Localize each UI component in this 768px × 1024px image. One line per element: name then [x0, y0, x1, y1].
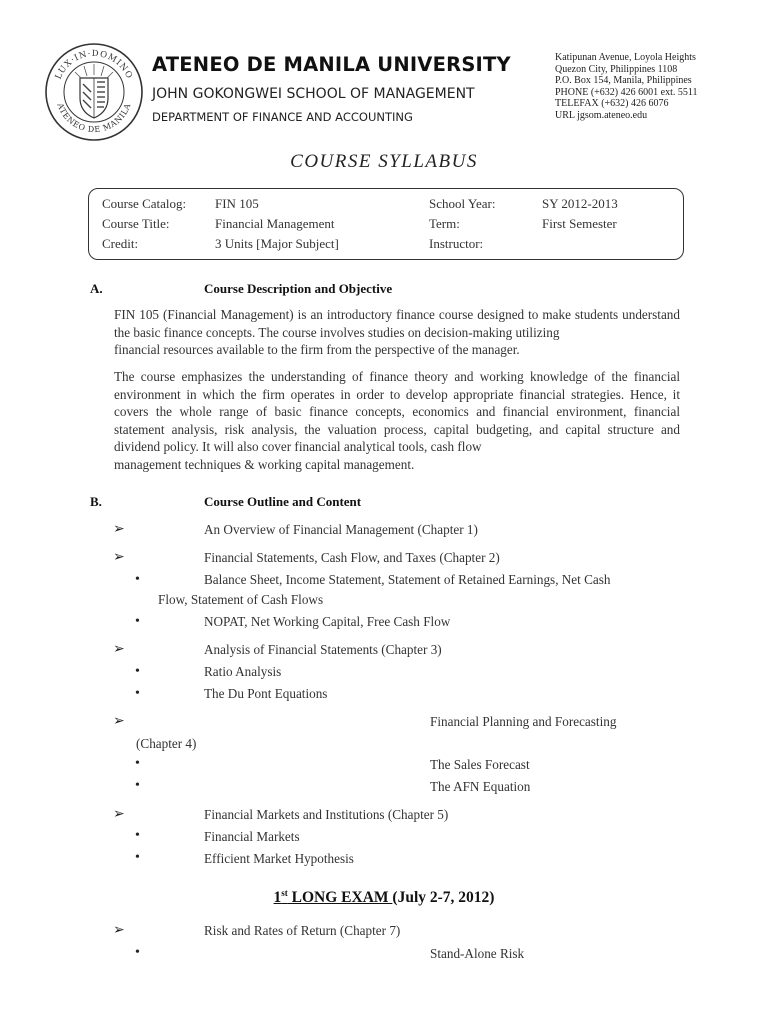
paragraph-last-line: management techniques & working capital management.	[114, 456, 415, 472]
phone-line: PHONE (+632) 426 6001 ext. 5511	[555, 86, 698, 98]
outline-subitem: Ratio Analysis	[204, 664, 282, 679]
arrow-bullet-icon: ➢	[113, 522, 125, 537]
outline-subitem: The AFN Equation	[430, 779, 531, 794]
course-catalog-value: FIN 105	[215, 196, 259, 211]
outline-subitem-continued: Flow, Statement of Cash Flows	[158, 592, 324, 607]
exam-number-part	[274, 889, 393, 906]
university-seal	[44, 42, 144, 142]
arrow-bullet-icon: ➢	[113, 550, 125, 565]
school-year-value: SY 2012-2013	[542, 196, 618, 211]
instructor-label: Instructor:	[429, 236, 484, 251]
outline-chapter-4-continued: (Chapter 4)	[136, 736, 197, 751]
url-line: URL jgsom.ateneo.edu	[555, 109, 648, 121]
bullet-icon: •	[135, 664, 140, 679]
svg-text:LUX·IN·DOMINO: LUX·IN·DOMINO	[53, 48, 135, 81]
outline-subitem: The Du Pont Equations	[204, 686, 328, 701]
bullet-icon: •	[135, 850, 140, 865]
credit-value: 3 Units [Major Subject]	[215, 236, 339, 251]
paragraph-text: The course emphasizes the understanding of finance theory and working knowledge of the financial environment in which the firm operates in order to develop appropriate financial strategies. Hence, it covers the whole range of basic finance concepts, economics and financial environment, financial statement analysis, risk analysis, the valuation process, capital budgeting, and capital structure and dividend policy. It will also cover financial analytical tools, cash flow	[114, 369, 680, 454]
credit-label: Credit:	[102, 236, 139, 251]
address-line: P.O. Box 154, Manila, Philippines	[555, 75, 692, 86]
exam-number: 1	[273, 889, 282, 907]
paragraph-text: FIN 105 (Financial Management) is an introductory finance course designed to make students understand the basic finance concepts. The course involves studies on decision-making utilizing	[114, 307, 680, 340]
bullet-icon: •	[135, 614, 140, 629]
arrow-bullet-icon: ➢	[113, 642, 125, 657]
section-a-letter: A.	[90, 281, 103, 296]
department-name: DEPARTMENT OF FINANCE AND ACCOUNTING	[152, 110, 413, 124]
section-a-title: Course Description and Objective	[204, 281, 393, 296]
long-exam-heading	[0, 888, 768, 907]
svg-text:ATENEO DE MANILA: ATENEO DE MANILA	[55, 101, 133, 135]
address-line: Quezon City, Philippines 1108	[555, 63, 678, 75]
outline-subitem: Efficient Market Hypothesis	[204, 851, 354, 866]
course-description-paragraph	[114, 306, 680, 359]
exam-ordinal: st	[281, 888, 288, 898]
university-name: ATENEO DE MANILA UNIVERSITY	[152, 53, 511, 76]
school-name: JOHN GOKONGWEI SCHOOL OF MANAGEMENT	[152, 86, 475, 102]
outline-chapter-3: Analysis of Financial Statements (Chapter 3)	[204, 642, 442, 657]
course-title-label: Course Title:	[102, 216, 170, 231]
outline-subitem: NOPAT, Net Working Capital, Free Cash Flow	[204, 614, 451, 629]
outline-chapter-7: Risk and Rates of Return (Chapter 7)	[204, 923, 401, 938]
outline-subitem: Stand-Alone Risk	[430, 946, 525, 961]
bullet-icon: •	[135, 572, 140, 587]
paragraph-last-line: financial resources available to the firm from the perspective of the manager.	[114, 342, 520, 357]
arrow-bullet-icon: ➢	[113, 807, 125, 822]
school-year-label: School Year:	[429, 196, 496, 211]
bullet-icon: •	[135, 778, 140, 793]
outline-chapter-2: Financial Statements, Cash Flow, and Taxes (Chapter 2)	[204, 550, 500, 565]
telefax-line: TELEFAX (+632) 426 6076	[555, 98, 669, 109]
section-b-title: Course Outline and Content	[204, 494, 362, 509]
section-b-letter: B.	[90, 494, 102, 509]
bullet-icon: •	[135, 828, 140, 843]
course-objective-paragraph	[114, 368, 680, 473]
bullet-icon: •	[135, 945, 140, 960]
address-line: Katipunan Avenue, Loyola Heights	[555, 52, 696, 63]
term-label: Term:	[429, 216, 460, 231]
course-title-value: Financial Management	[215, 216, 335, 231]
arrow-bullet-icon: ➢	[113, 923, 125, 938]
course-info-box	[88, 188, 684, 260]
bullet-icon: •	[135, 686, 140, 701]
outline-subitem: The Sales Forecast	[430, 757, 530, 772]
outline-chapter-1: An Overview of Financial Management (Chapter 1)	[204, 522, 478, 537]
address-block	[555, 52, 697, 121]
outline-chapter-5: Financial Markets and Institutions (Chapter 5)	[204, 807, 449, 822]
term-value: First Semester	[542, 216, 617, 231]
outline-chapter-4: Financial Planning and Forecasting	[430, 714, 617, 729]
arrow-bullet-icon: ➢	[113, 714, 125, 729]
document-title: COURSE SYLLABUS	[290, 151, 478, 172]
bullet-icon: •	[135, 756, 140, 771]
outline-subitem: Balance Sheet, Income Statement, Statement of Retained Earnings, Net Cash	[204, 572, 611, 587]
course-catalog-label: Course Catalog:	[102, 196, 187, 211]
exam-date: (July 2-7, 2012)	[392, 889, 495, 907]
outline-subitem: Financial Markets	[204, 829, 300, 844]
exam-label: LONG EXAM	[287, 889, 393, 907]
